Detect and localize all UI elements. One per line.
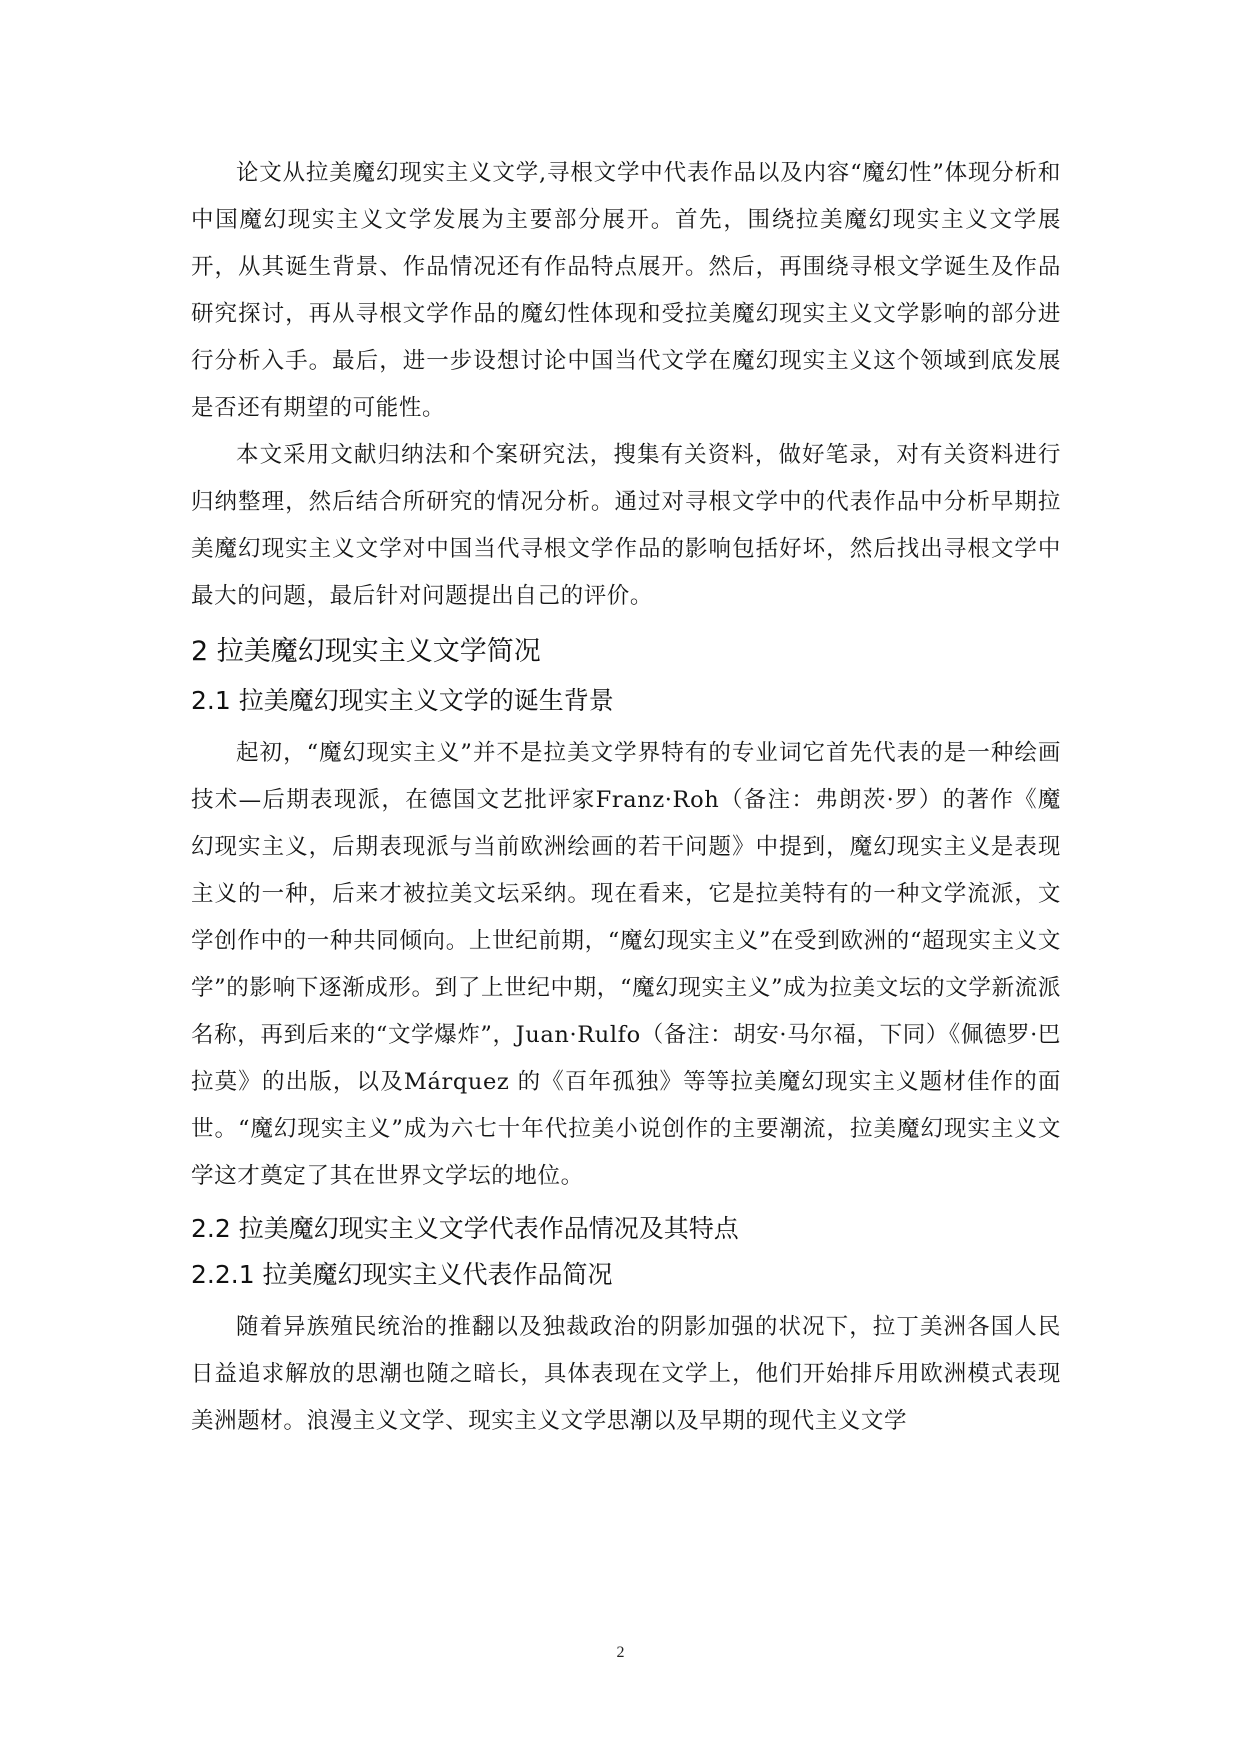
paragraph-methods: 本文采用文献归纳法和个案研究法，搜集有关资料，做好笔录，对有关资料进行归纳整理，然后结合所研究的情况分析。通过对寻根文学中的代表作品中分析早期拉美魔幻现实主义文学对中国当代寻根文学作品的影响包括好坏，然后找出寻根文学中最大的问题，最后针对问题提出自己的评价。 (191, 442, 1061, 609)
section-heading-2-2: 2.2 拉美魔幻现实主义文学代表作品情况及其特点 (191, 1214, 739, 1243)
section-heading-2: 2 拉美魔幻现实主义文学简况 (191, 636, 541, 667)
section-heading-2-1: 2.1 拉美魔幻现实主义文学的诞生背景 (191, 686, 614, 715)
paragraph-background: 起初，“魔幻现实主义”并不是拉美文学界特有的专业词它首先代表的是一种绘画技术—后期表现派，在德国文艺批评家Franz·Roh（备注：弗朗茨·罗）的著作《魔幻现实主义，后期表现派与当前欧洲绘画的若干问题》中提到，魔幻现实主义是表现主义的一种，后来才被拉美文坛采纳。现在看来，它是拉美特有的一种文学流派，文学创作中的一种共同倾向。上世纪前期，“魔幻现实主义”在受到欧洲的“超现实主义文学”的影响下逐渐成形。到了上世纪中期，“魔幻现实主义”成为拉美文坛的文学新流派名称，再到后来的“文学爆炸”，Juan·Rulfo（备注：胡安·马尔福，下同）《佩德罗·巴拉莫》的出版，以及Márquez 的《百年孤独》等等拉美魔幻现实主义题材佳作的面世。“魔幻现实主义”成为六七十年代拉美小说创作的主要潮流，拉美魔幻现实主义文学这才奠定了其在世界文学坛的地位。 (191, 740, 1061, 1189)
section-heading-2-2-1: 2.2.1 拉美魔幻现实主义代表作品简况 (191, 1260, 613, 1289)
paragraph-works: 随着异族殖民统治的推翻以及独裁政治的阴影加强的状况下，拉丁美洲各国人民日益追求解放的思潮也随之暗长，具体表现在文学上，他们开始排斥用欧洲模式表现美洲题材。浪漫主义文学、现实主义文学思潮以及早期的现代主义文学 (191, 1314, 1061, 1434)
page-number: 2 (616, 1644, 625, 1661)
page-content (191, 150, 1061, 1445)
paragraph-intro: 论文从拉美魔幻现实主义文学,寻根文学中代表作品以及内容“魔幻性”体现分析和中国魔幻现实主义文学发展为主要部分展开。首先，围绕拉美魔幻现实主义文学展开，从其诞生背景、作品情况还有作品特点展开。然后，再围绕寻根文学诞生及作品研究探讨，再从寻根文学作品的魔幻性体现和受拉美魔幻现实主义文学影响的部分进行分析入手。最后，进一步设想讨论中国当代文学在魔幻现实主义这个领域到底发展是否还有期望的可能性。 (191, 160, 1061, 421)
